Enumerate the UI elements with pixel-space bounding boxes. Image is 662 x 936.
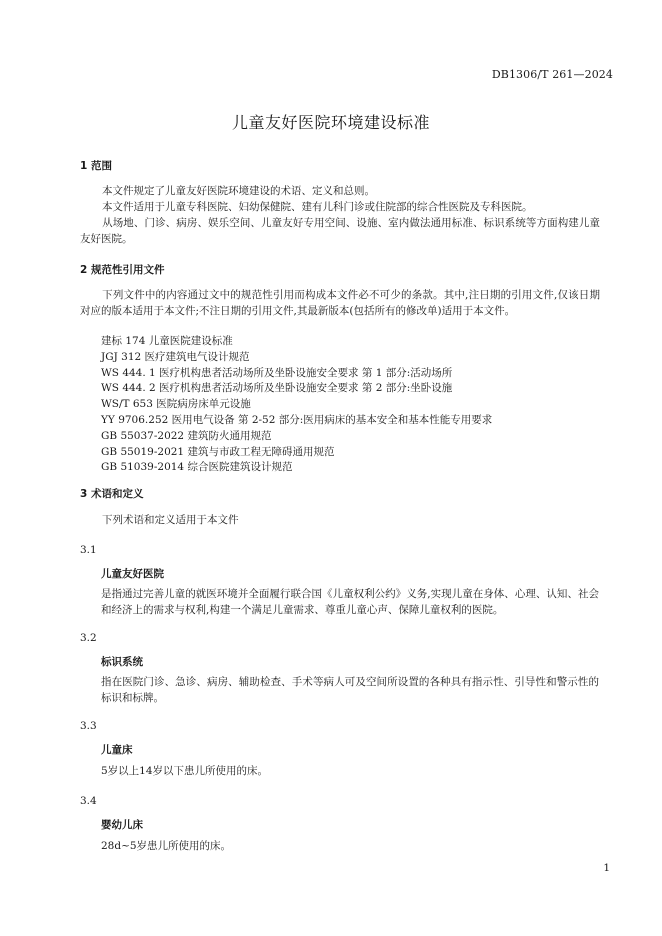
section-heading-scope: 1 范围 xyxy=(80,160,112,172)
reference-item: GB 55037-2022 建筑防火通用规范 xyxy=(101,429,272,442)
section-heading-normative-references: 2 规范性引用文件 xyxy=(80,264,165,276)
reference-item: GB 55019-2021 建筑与市政工程无障碍通用规范 xyxy=(101,445,335,458)
scope-paragraph-3: 从场地、门诊、病房、娱乐空间、儿童友好专用空间、设施、室内做法通用标准、标识系统等方面构建儿童友好医院。 xyxy=(80,217,600,245)
document-code: DB1306/T 261—2024 xyxy=(491,68,613,81)
term-name: 婴幼儿床 xyxy=(101,819,143,831)
term-number: 3.2 xyxy=(80,632,97,644)
reference-item: WS 444. 1 医疗机构患者活动场所及坐卧设施安全要求 第 1 部分:活动场所 xyxy=(101,366,453,379)
reference-item: JGJ 312 医疗建筑电气设计规范 xyxy=(101,350,250,363)
section-heading-terms: 3 术语和定义 xyxy=(80,488,144,500)
reference-item: YY 9706.252 医用电气设备 第 2-52 部分:医用病床的基本安全和基本性能专用要求 xyxy=(101,413,493,426)
reference-item: GB 51039-2014 综合医院建筑设计规范 xyxy=(101,461,293,474)
reference-item: WS 444. 2 医疗机构患者活动场所及坐卧设施安全要求 第 2 部分:坐卧设施 xyxy=(101,382,453,395)
terms-intro: 下列术语和定义适用于本文件 xyxy=(102,514,239,526)
scope-paragraph-2: 本文件适用于儿童专科医院、妇幼保健院、建有儿科门诊或住院部的综合性医院及专科医院。 xyxy=(102,201,533,213)
reference-list xyxy=(101,334,492,476)
term-number: 3.4 xyxy=(80,795,97,807)
term-number: 3.3 xyxy=(80,720,97,732)
scope-paragraph-1: 本文件规定了儿童友好医院环境建设的术语、定义和总则。 xyxy=(102,185,375,197)
term-definition: 5岁以上14岁以下患儿所使用的床。 xyxy=(101,765,269,777)
term-definition: 指在医院门诊、急诊、病房、辅助检查、手术等病人可及空间所设置的各种具有指示性、引导性和警示性的标识和标牌。 xyxy=(101,676,599,704)
term-name: 儿童友好医院 xyxy=(101,568,164,580)
term-definition: 28d~5岁患儿所使用的床。 xyxy=(101,840,232,852)
term-name: 标识系统 xyxy=(101,656,143,668)
references-intro: 下列文件中的内容通过文中的规范性引用而构成本文件必不可少的条款。其中,注日期的引用文件,仅该日期对应的版本适用于本文件;不注日期的引用文件,其最新版本(包括所有的修改单)适用于本文件。 xyxy=(80,289,600,317)
reference-item: 建标 174 儿童医院建设标准 xyxy=(101,335,233,347)
reference-item: WS/T 653 医院病房床单元设施 xyxy=(101,398,251,411)
term-number: 3.1 xyxy=(80,544,97,556)
term-definition: 是指通过完善儿童的就医环境并全面履行联合国《儿童权利公约》义务,实现儿童在身体、心理、认知、社会和经济上的需求与权利,构建一个满足儿童需求、尊重儿童心声、保障儿童权利的医院。 xyxy=(101,588,599,616)
term-name: 儿童床 xyxy=(101,744,133,756)
document-title: 儿童友好医院环境建设标准 xyxy=(231,113,430,132)
page-number: 1 xyxy=(603,862,610,874)
